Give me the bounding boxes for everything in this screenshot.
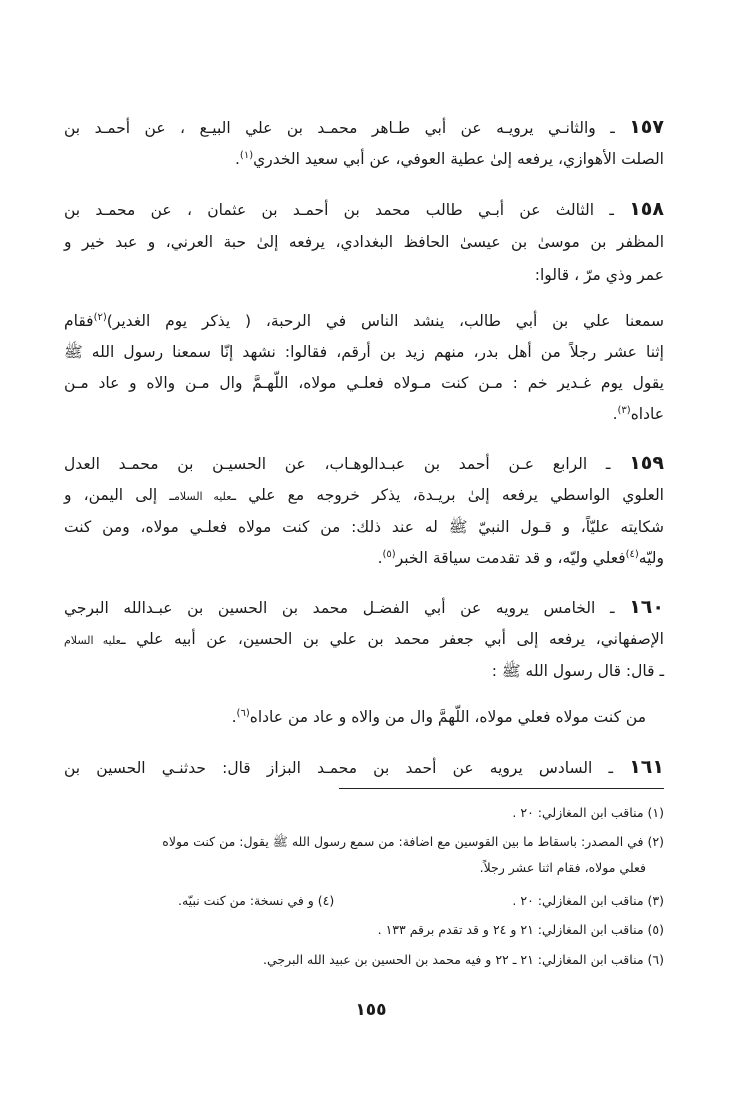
honorific: عليه السلام bbox=[173, 490, 232, 503]
entry-161 bbox=[64, 752, 664, 784]
honorific: عليه السلام bbox=[64, 634, 121, 647]
text-line bbox=[64, 226, 664, 259]
footnote-ref: (٣) bbox=[617, 404, 631, 416]
text-line bbox=[64, 194, 664, 226]
entry-text: وليّه bbox=[638, 549, 664, 567]
entry-159 bbox=[64, 448, 664, 574]
entry-number: ١٥٨ bbox=[629, 198, 664, 220]
entry-text: عاداه bbox=[630, 405, 664, 423]
footnote-ref: (١) bbox=[239, 149, 254, 161]
text-line bbox=[64, 512, 664, 543]
text-line: عاداه$^{(٣)}$. bbox=[612, 404, 664, 423]
footnote-ref: (٦) bbox=[236, 707, 250, 719]
entry-158 bbox=[64, 194, 664, 292]
footnote-2-continuation: فعلي مولاه، فقام اثنا عشر رجلاً. bbox=[479, 860, 646, 875]
text-line bbox=[64, 368, 664, 399]
entry-text: يقول يوم غـدير خم : مـن كنت مـولاه فعلـي مولاه، اللّهـمَّ وال مـن والاه و عاد مـن bbox=[64, 374, 664, 392]
text-line bbox=[64, 656, 664, 687]
footnote-4: (٤) و في نسخة: من كنت نبيّه. bbox=[178, 893, 335, 908]
footnote-1: (١) مناقب ابن المغازلي: ٢٠ . bbox=[512, 805, 664, 820]
footnote-divider bbox=[339, 788, 664, 789]
hadith-paragraph bbox=[64, 306, 664, 430]
text-line bbox=[64, 752, 664, 784]
entry-text: ـ الثالث عن أبـي طالب محمد بن أحمـد بن عثمان ، عن محمـد بن bbox=[64, 201, 614, 219]
entry-number: ١٦٠ bbox=[629, 596, 664, 618]
entry-number: ١٥٧ bbox=[629, 116, 664, 138]
text-line bbox=[64, 448, 664, 480]
footnote-5: (٥) مناقب ابن المغازلي: ٢١ و ٢٤ و قد تقدم برقم ١٣٣ . bbox=[377, 922, 664, 937]
entry-text: ـ الخامس يرويه عن أبي الفضـل محمد بن الحسين بن عبـدالله البرجي bbox=[64, 599, 615, 617]
entry-text: إثنا عشر رجلاً من أهل بدر، منهم زيد بن أرقم، فقالوا: نشهد إنّا سمعنا رسول الله ﷺ bbox=[64, 343, 664, 361]
entry-number: ١٦١ bbox=[629, 756, 664, 778]
entry-text: شكايته عليّاً، و قـول النبيّ ﷺ له عند ذلك: من كنت مولاه فعلـي مولاه، ومن كنت bbox=[64, 518, 664, 536]
hadith-quote bbox=[64, 702, 646, 733]
footnote-ref: (٤) bbox=[625, 548, 639, 560]
entry-text: ـ والثانـي يرويـه عن أبي طـاهر محمـد بن علي البيـع ، عن أحمـد بن bbox=[64, 119, 615, 137]
text-line: العلوي الواسطي يرفعه إلىٰ بريـدة، يذكر خروجه مع علي ـعليه السلامـ إلى اليمن، و bbox=[64, 486, 664, 504]
entry-text: المظفر بن موسىٰ بن عيسىٰ الحافظ البغدادي، يرفعه إلىٰ حبة العرني، و عبد خير و bbox=[64, 233, 664, 251]
text-line: من كنت مولاه فعلي مولاه، اللّهمَّ وال من والاه و عاد من عاداه$^{(٦)}$. bbox=[231, 707, 646, 726]
footnote-ref: (٢) bbox=[93, 311, 107, 323]
footnote-3: (٣) مناقب ابن المغازلي: ٢٠ . bbox=[512, 893, 664, 908]
entry-text: الصلت الأهوازي، يرفعه إلىٰ عطية العوفي، عن أبي سعيد الخدري bbox=[253, 150, 664, 168]
text-line bbox=[64, 259, 664, 292]
entry-text: العلوي الواسطي يرفعه إلىٰ بريـدة، يذكر خروجه مع علي ـ bbox=[231, 486, 664, 504]
entry-160 bbox=[64, 592, 664, 687]
text-line bbox=[64, 592, 664, 624]
entry-text: الإصفهاني، يرفعه إلى أبي جعفر محمد بن علي بن الحسين، عن أبيه علي ـ bbox=[120, 630, 664, 648]
text-line: الصلت الأهوازي، يرفعه إلىٰ عطية العوفي، عن أبي سعيد الخدري$^{(١)}$. bbox=[234, 149, 664, 168]
footnote-ref: (٥) bbox=[382, 548, 396, 560]
entry-text: سمعنا علي بن أبي طالب، ينشد الناس في الرحبة، ( يذكر يوم الغدير) bbox=[106, 312, 664, 330]
page-number: ١٥٥ bbox=[355, 1000, 387, 1020]
footnote-2: (٢) في المصدر: باسقاط ما بين القوسين مع اضافة: من سمع رسول الله ﷺ يقول: من كنت مولاه bbox=[162, 834, 664, 849]
entry-157 bbox=[64, 112, 664, 175]
entry-text: ـ السادس يرويه عن أحمد بن محمـد البزاز قال: حدثنـي الحسين بن bbox=[64, 759, 614, 777]
entry-number: ١٥٩ bbox=[629, 452, 664, 474]
entry-text: من كنت مولاه فعلي مولاه، اللّهمَّ وال من والاه و عاد من عاداه bbox=[249, 708, 646, 726]
text-line bbox=[64, 624, 664, 656]
entry-text: ـ قال: قال رسول الله ﷺ : bbox=[491, 662, 664, 680]
text-line: سمعنا علي بن أبي طالب، ينشد الناس في الرحبة، ( يذكر يوم الغدير)$^{(٢)}$فقام bbox=[64, 311, 664, 330]
entry-text: عمر وذي مرّ ، قالوا: bbox=[534, 266, 664, 284]
entry-text: ـ الرابع عـن أحمد بن عبـدالوهـاب، عن الحسيـن بن محمـد العدل bbox=[64, 455, 611, 473]
text-line bbox=[64, 112, 664, 144]
text-line: وليّه$^{(٤)}$فعلي وليّه، و قد تقدمت سياقة الخبر$^{(٥)}$. bbox=[377, 548, 664, 567]
footnote-6: (٦) مناقب ابن المغازلي: ٢١ ـ ٢٢ و فيه محمد بن الحسين بن عبيد الله البرجي. bbox=[262, 952, 664, 967]
text-line bbox=[64, 337, 664, 368]
